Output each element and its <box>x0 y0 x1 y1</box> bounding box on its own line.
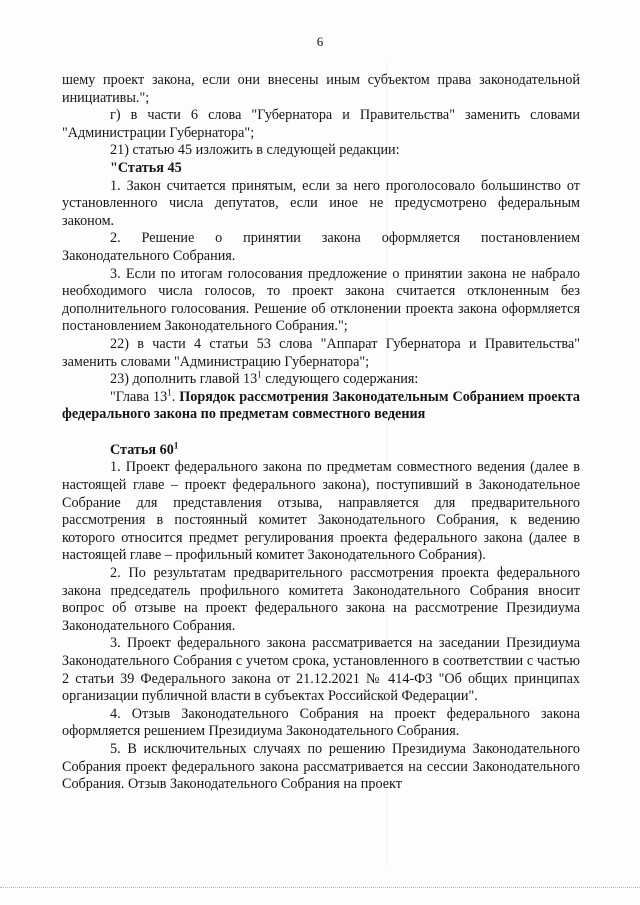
item-23-superscript: 1 <box>257 369 262 380</box>
article-60-1-part-1: 1. Проект федерального закона по предметам совместного ведения (далее в настоящей главе – проект федерального закона), поступивший в Законодательное Собрание для представления отзыва, направляется для предварительного рассмотрения в постоянный комитет Законодательного Собрания, к ведению которого относится предмет регулирования проекта федерального закона (далее в настоящей главе – профильный комитет Законодательного Собрания). <box>62 459 580 564</box>
scan-edge-line <box>0 887 640 888</box>
article-45-part-1: 1. Закон считается принятым, если за него проголосовало большинство от установленного числа депутатов, если иное не предусмотрено федеральным законом. <box>62 177 580 229</box>
article-60-1-part-4: 4. Отзыв Законодательного Собрания на проект федерального закона оформляется решением Президиума Законодательного Собрания. <box>62 705 580 740</box>
item-23-text-end: следующего содержания: <box>261 371 419 388</box>
document-body <box>62 72 580 794</box>
article-60-1-part-5: 5. В исключительных случаях по решению Президиума Законодательного Собрания проект федерального закона рассматривается на сессии Законодательного Собрания. Отзыв Законодательного Собрания на проект <box>62 740 580 793</box>
article-60-label: Статья 60 <box>110 441 174 458</box>
paragraph-item-22: 22) в части 4 статьи 53 слова "Аппарат Губернатора и Правительства" заменить словами "Администрацию Губернатора"; <box>62 335 580 370</box>
page-number: 6 <box>316 34 324 49</box>
article-60-1-part-2: 2. По результатам предварительного рассмотрения проекта федерального закона председатель профильного комитета Законодательного Собрания вносит вопрос об отзыве на проект федерального закона на рассмотрение Президиума Законодательного Собрания. <box>62 565 580 634</box>
article-60-1-part-3: 3. Проект федерального закона рассматривается на заседании Президиума Законодательного Собрания с учетом срока, установленного в соответствии с частью 2 статьи 39 Федерального закона от 21.12.2021 № 414-ФЗ "Об общих принципах организации публичной власти в субъектах Российской Федерации". <box>62 635 580 705</box>
article-60-superscript: 1 <box>173 440 179 451</box>
chapter-title: Порядок рассмотрения Законодательным Собранием проекта федерального закона по предметам совместного ведения <box>62 388 580 423</box>
article-45-heading: "Статья 45 <box>110 159 182 176</box>
article-60-1-heading <box>62 442 580 460</box>
article-45-part-3: 3. Если по итогам голосования предложение о принятии закона не набрало необходимого числа голосов, то проект закона считается отклоненным без дополнительного голосования. Решение об отклонении проекта закона оформляется постановлением Законодательного Собрания."; <box>62 265 580 335</box>
chapter-13-1-heading <box>62 386 580 424</box>
article-45-part-2: 2. Решение о принятии закона оформляется постановлением Законодательного Собрания. <box>62 230 580 264</box>
paragraph-item-21: 21) статью 45 изложить в следующей редакции: <box>110 142 400 159</box>
paragraph-item-g: г) в части 6 слова "Губернатора и Правительства" заменить словами "Администрации Губернатора"; <box>62 107 580 141</box>
paragraph-continuation: шему проект закона, если они внесены иным субъектом права законодательной инициативы."; <box>62 72 580 106</box>
section-gap <box>62 424 580 442</box>
chapter-prefix: "Глава 13 <box>110 388 168 405</box>
paragraph-item-23 <box>62 371 580 389</box>
chapter-superscript: 1 <box>167 386 172 397</box>
item-23-text: 23) дополнить главой 13 <box>110 371 258 388</box>
chapter-dot: . <box>171 388 180 405</box>
